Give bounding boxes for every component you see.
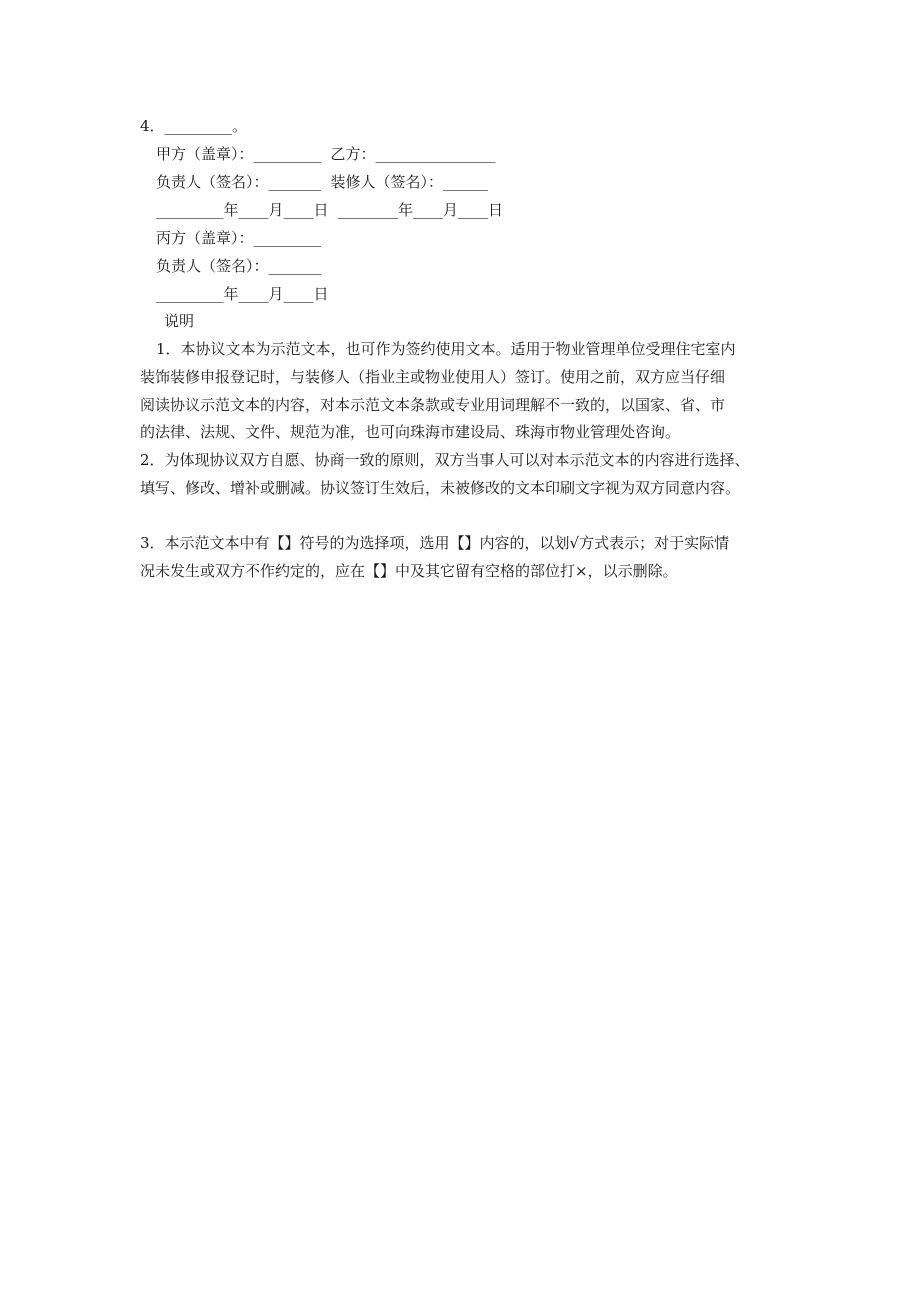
note-3-line-1: 3．本示范文本中有【】符号的为选择项，选用【】内容的，以划√方式表示；对于实际情	[140, 534, 730, 552]
note-1-line-2: 装饰装修申报登记时，与装修人（指业主或物业使用人）签订。使用之前，双方应当仔细	[140, 368, 726, 386]
note-2-line-1: 2．为体现协议双方自愿、协商一致的原则，双方当事人可以对本示范文本的内容进行选择、	[140, 451, 750, 469]
party-c-seal-line: 丙方（盖章）：_________	[156, 229, 322, 247]
notes-heading: 说明	[164, 312, 195, 330]
note-1-line-3: 阅读协议示范文本的内容，对本示范文本条款或专业用词理解不一致的，以国家、省、市	[140, 396, 726, 414]
party-a-b-seal-line: 甲方（盖章）：_________ 乙方：________________	[156, 145, 496, 163]
note-3-line-2: 况未发生或双方不作约定的，应在【】中及其它留有空格的部位打×，以示删除。	[140, 562, 678, 580]
signature-dates-line-2: _________年____月____日	[156, 285, 329, 303]
signature-dates-line-1: _________年____月____日 ________年____月____日	[156, 201, 504, 219]
item-4-line: 4．_________。	[140, 117, 248, 135]
responsible-sign-line-2: 负责人（签名）：_______	[156, 257, 322, 275]
note-1-line-4: 的法律、法规、文件、规范为准，也可向珠海市建设局、珠海市物业管理处咨询。	[140, 423, 681, 441]
note-2-line-2: 填写、修改、增补或删减。协议签订生效后，未被修改的文本印刷文字视为双方同意内容。	[140, 479, 741, 497]
note-1-line-1: 1．本协议文本为示范文本，也可作为签约使用文本。适用于物业管理单位受理住宅室内	[156, 340, 736, 358]
responsible-installer-sign-line: 负责人（签名）：_______ 装修人（签名）：______	[156, 173, 489, 191]
